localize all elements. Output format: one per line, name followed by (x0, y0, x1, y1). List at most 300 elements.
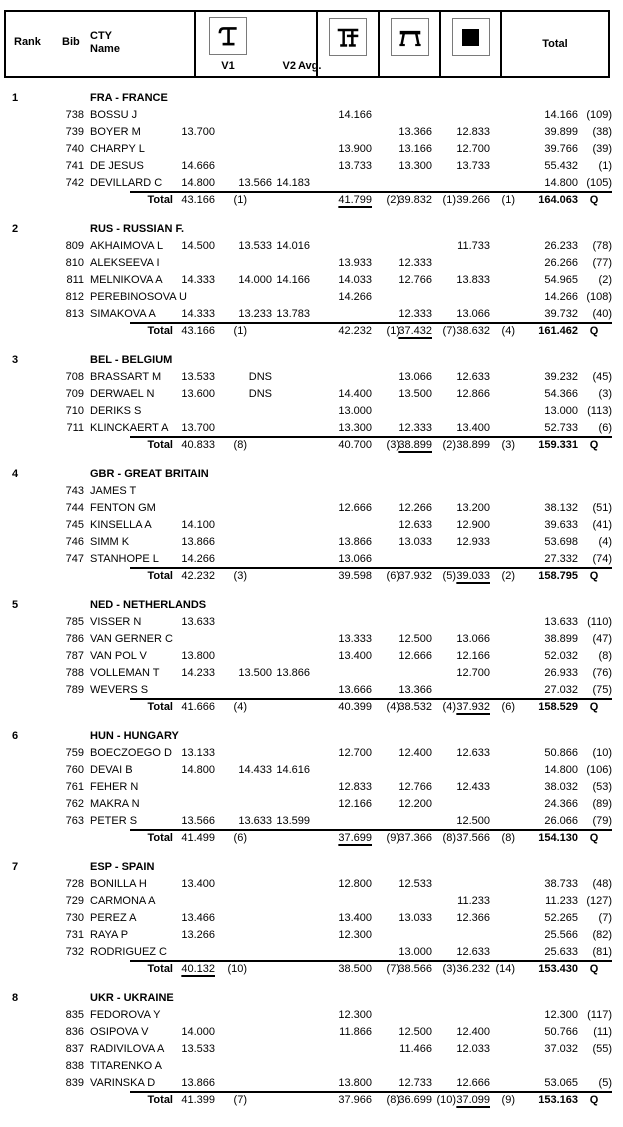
athlete-name: DE JESUS (90, 160, 144, 172)
score-vault-1: 13.466 (181, 912, 215, 924)
athlete-bib: 746 (65, 536, 84, 548)
athlete-name: JAMES T (90, 485, 137, 497)
athlete-row (0, 1007, 623, 1024)
athlete-row (0, 1041, 623, 1058)
score-floor: 13.833 (456, 274, 490, 286)
team-uneven-bars-total: 42.232 (338, 325, 372, 337)
team-rank: 7 (12, 861, 19, 873)
athlete-bib: 711 (66, 422, 84, 434)
team-total-label: Total (147, 194, 173, 206)
team-floor-rank: (1) (501, 194, 515, 206)
athlete-row (0, 500, 623, 517)
score-uneven-bars: 12.300 (338, 1009, 372, 1021)
score-uneven-bars: 12.666 (338, 502, 372, 514)
score-floor: 12.500 (456, 815, 490, 827)
vault-v1-label: V1 (221, 60, 235, 72)
athlete-name: VOLLEMAN T (90, 667, 160, 679)
team-uneven-bars-rank: (2) (386, 194, 400, 206)
team-balance-beam-rank: (2) (442, 439, 456, 451)
athlete-row (0, 551, 623, 568)
team-vault-total: 41.666 (181, 701, 215, 713)
team-balance-beam-total: 36.699 (398, 1094, 432, 1106)
athlete-name: SIMAKOVA A (90, 308, 156, 320)
team-uneven-bars-rank: (3) (386, 439, 400, 451)
athlete-row (0, 665, 623, 682)
team-header-row (0, 466, 623, 483)
score-balance-beam: 13.033 (398, 912, 432, 924)
score-floor: 12.633 (456, 747, 490, 759)
athlete-total: 39.633 (544, 519, 578, 531)
athlete-rank: (77) (592, 257, 612, 269)
athlete-name: VARINSKA D (90, 1077, 156, 1089)
athlete-row (0, 1058, 623, 1075)
athlete-name: BRASSART M (90, 371, 162, 383)
athlete-rank: (11) (593, 1026, 612, 1038)
score-vault-1: 13.866 (181, 1077, 215, 1089)
score-floor: 13.066 (456, 633, 490, 645)
vault-icon (209, 17, 247, 55)
score-floor: 13.066 (456, 308, 490, 320)
athlete-row (0, 1024, 623, 1041)
header-cell-vault (196, 12, 322, 76)
athlete-total: 39.766 (544, 143, 578, 155)
score-vault-1: 13.600 (181, 388, 215, 400)
team-name: NED - NETHERLANDS (90, 599, 207, 611)
athlete-name: RODRIGUEZ C (90, 946, 167, 958)
balance-beam-icon (391, 18, 429, 56)
team-total-score: 154.130 (538, 832, 578, 844)
team-section (0, 597, 623, 716)
athlete-row (0, 272, 623, 289)
team-balance-beam-total: 38.566 (398, 963, 432, 975)
athlete-total: 14.800 (544, 177, 578, 189)
athlete-bib: 708 (65, 371, 84, 383)
athlete-name: CHARPY L (90, 143, 145, 155)
athlete-rank: (41) (592, 519, 612, 531)
score-floor: 12.866 (456, 388, 490, 400)
team-vault-rank: (8) (233, 439, 247, 451)
athlete-total: 54.965 (544, 274, 578, 286)
score-vault-avg: 14.183 (276, 177, 310, 189)
score-balance-beam: 12.400 (398, 747, 432, 759)
score-floor: 13.200 (456, 502, 490, 514)
athlete-total: 50.866 (544, 747, 578, 759)
cty-column-header: CTY (90, 30, 112, 42)
score-vault-1: 13.400 (181, 878, 215, 890)
athlete-total: 27.032 (544, 684, 578, 696)
score-floor: 13.400 (456, 422, 490, 434)
score-uneven-bars: 13.000 (338, 405, 372, 417)
athlete-rank: (55) (592, 1043, 612, 1055)
athlete-row (0, 762, 623, 779)
score-balance-beam: 12.333 (398, 308, 432, 320)
athlete-rank: (81) (592, 946, 612, 958)
athlete-row (0, 141, 623, 158)
athlete-name: OSIPOVA V (90, 1026, 149, 1038)
athlete-row (0, 175, 623, 192)
score-floor: 12.700 (456, 143, 490, 155)
athlete-row (0, 893, 623, 910)
team-floor-total: 37.566 (456, 832, 490, 844)
athlete-total: 14.166 (544, 109, 578, 121)
score-uneven-bars: 14.266 (338, 291, 372, 303)
athlete-total: 38.032 (544, 781, 578, 793)
team-uneven-bars-rank: (6) (386, 570, 400, 582)
athlete-rank: (117) (587, 1009, 612, 1021)
athlete-rank: (53) (592, 781, 612, 793)
vault-avg-label: Avg. (298, 60, 322, 72)
score-floor: 13.733 (456, 160, 490, 172)
athlete-row (0, 420, 623, 437)
athlete-bib: 763 (65, 815, 84, 827)
athlete-name: WEVERS S (90, 684, 149, 696)
team-uneven-bars-total: 37.966 (338, 1094, 372, 1106)
athlete-name: FENTON GM (90, 502, 156, 514)
athlete-rank: (82) (592, 929, 612, 941)
athlete-row (0, 927, 623, 944)
athlete-bib: 710 (65, 405, 84, 417)
team-balance-beam-rank: (7) (442, 325, 456, 337)
team-total-score: 161.462 (538, 325, 578, 337)
athlete-bib: 730 (65, 912, 84, 924)
athlete-total: 53.065 (544, 1077, 578, 1089)
team-vault-total: 42.232 (181, 570, 215, 582)
athlete-total: 14.800 (544, 764, 578, 776)
athlete-name: CARMONA A (90, 895, 156, 907)
score-balance-beam: 13.366 (398, 126, 432, 138)
team-header-row (0, 990, 623, 1007)
athlete-name: VAN GERNER C (90, 633, 173, 645)
athlete-bib: 787 (65, 650, 84, 662)
score-balance-beam: 12.500 (398, 633, 432, 645)
score-floor: 12.033 (456, 1043, 490, 1055)
athlete-bib: 741 (65, 160, 84, 172)
score-balance-beam: 13.366 (398, 684, 432, 696)
team-vault-total: 43.166 (181, 194, 215, 206)
score-balance-beam: 12.666 (398, 650, 432, 662)
athlete-name: VISSER N (90, 616, 142, 628)
team-vault-rank: (4) (233, 701, 247, 713)
team-total-label: Total (147, 963, 173, 975)
athlete-name: FEHER N (90, 781, 139, 793)
score-uneven-bars: 13.666 (338, 684, 372, 696)
score-uneven-bars: 13.400 (338, 650, 372, 662)
team-uneven-bars-total: 40.700 (338, 439, 372, 451)
athlete-bib: 761 (65, 781, 84, 793)
athlete-total: 52.265 (544, 912, 578, 924)
team-balance-beam-rank: (8) (442, 832, 456, 844)
score-vault-2: 13.566 (238, 177, 272, 189)
athlete-name: MAKRA N (90, 798, 140, 810)
team-total-score: 158.529 (538, 701, 578, 713)
athlete-name: PEREBINOSOVA U (90, 291, 187, 303)
score-floor: 12.633 (456, 371, 490, 383)
team-total-row (0, 568, 623, 585)
team-rank: 3 (12, 354, 19, 366)
team-uneven-bars-total: 39.598 (338, 570, 372, 582)
score-vault-1: 13.533 (181, 371, 215, 383)
score-vault-2: 13.233 (238, 308, 272, 320)
athlete-total: 26.933 (544, 667, 578, 679)
athlete-total: 38.733 (544, 878, 578, 890)
score-vault-1: 13.700 (181, 422, 215, 434)
athlete-name: VAN POL V (90, 650, 147, 662)
score-balance-beam: 12.333 (398, 257, 432, 269)
score-uneven-bars: 14.033 (338, 274, 372, 286)
score-vault-1: 14.500 (181, 240, 215, 252)
score-balance-beam: 12.500 (398, 1026, 432, 1038)
athlete-total: 25.566 (544, 929, 578, 941)
team-total-label: Total (147, 439, 173, 451)
team-rank: 1 (12, 92, 19, 104)
header-cell-total (502, 12, 608, 76)
qualified-badge: Q (589, 701, 599, 713)
athlete-bib: 789 (65, 684, 84, 696)
athlete-name: RAYA P (90, 929, 129, 941)
score-balance-beam: 12.766 (398, 781, 432, 793)
team-header-row (0, 90, 623, 107)
score-floor: 12.400 (456, 1026, 490, 1038)
athlete-bib: 738 (65, 109, 84, 121)
score-uneven-bars: 13.400 (338, 912, 372, 924)
athlete-rank: (39) (592, 143, 612, 155)
athlete-rank: (8) (598, 650, 612, 662)
score-vault-1: 14.800 (181, 764, 215, 776)
score-vault-1: 13.566 (181, 815, 215, 827)
team-name: GBR - GREAT BRITAIN (90, 468, 209, 480)
athlete-name: BOYER M (90, 126, 141, 138)
athlete-total: 39.899 (544, 126, 578, 138)
athlete-row (0, 369, 623, 386)
team-total-row (0, 699, 623, 716)
athlete-bib: 837 (65, 1043, 84, 1055)
athlete-bib: 762 (65, 798, 84, 810)
athlete-name: KINSELLA A (90, 519, 152, 531)
athlete-bib: 836 (65, 1026, 84, 1038)
athlete-rank: (105) (586, 177, 612, 189)
score-floor: 12.833 (456, 126, 490, 138)
team-total-row (0, 192, 623, 209)
team-uneven-bars-rank: (4) (386, 701, 400, 713)
team-section (0, 352, 623, 454)
team-vault-rank: (10) (227, 963, 247, 975)
athlete-bib: 759 (65, 747, 84, 759)
athlete-name: FEDOROVA Y (90, 1009, 161, 1021)
athlete-row (0, 796, 623, 813)
vault-v2-label: V2 (282, 60, 296, 72)
score-balance-beam: 12.633 (398, 519, 432, 531)
team-vault-rank: (1) (233, 194, 247, 206)
athlete-row (0, 614, 623, 631)
score-balance-beam: 12.200 (398, 798, 432, 810)
athlete-name: STANHOPE L (90, 553, 159, 565)
athlete-bib: 709 (65, 388, 84, 400)
athlete-total: 38.899 (544, 633, 578, 645)
team-uneven-bars-total: 41.799 (338, 194, 372, 206)
team-floor-rank: (14) (495, 963, 515, 975)
athlete-row (0, 745, 623, 762)
team-vault-total: 41.399 (181, 1094, 215, 1106)
table-header (4, 10, 610, 78)
score-uneven-bars: 12.800 (338, 878, 372, 890)
team-vault-rank: (6) (233, 832, 247, 844)
score-vault-avg: 14.616 (276, 764, 310, 776)
team-floor-rank: (3) (501, 439, 515, 451)
athlete-rank: (6) (598, 422, 612, 434)
team-balance-beam-rank: (10) (436, 1094, 456, 1106)
team-total-label: Total (147, 325, 173, 337)
team-balance-beam-rank: (5) (442, 570, 456, 582)
athlete-name: DEVILLARD C (90, 177, 163, 189)
athlete-rank: (10) (592, 747, 612, 759)
team-floor-total: 37.099 (456, 1094, 490, 1106)
score-floor: 12.166 (456, 650, 490, 662)
score-vault-2: 14.000 (238, 274, 272, 286)
athlete-total: 53.698 (544, 536, 578, 548)
score-uneven-bars: 13.900 (338, 143, 372, 155)
score-floor: 12.366 (456, 912, 490, 924)
athlete-row (0, 944, 623, 961)
team-total-row (0, 437, 623, 454)
athlete-name: BOSSU J (90, 109, 138, 121)
athlete-bib: 839 (65, 1077, 84, 1089)
score-vault-1: 13.800 (181, 650, 215, 662)
score-balance-beam: 13.066 (398, 371, 432, 383)
athlete-bib: 744 (65, 502, 84, 514)
team-total-label: Total (147, 1094, 173, 1106)
athlete-row (0, 483, 623, 500)
athlete-row (0, 779, 623, 796)
athlete-total: 54.366 (544, 388, 578, 400)
athlete-bib: 788 (65, 667, 84, 679)
team-name: HUN - HUNGARY (90, 730, 179, 742)
score-vault-2: DNS (248, 371, 272, 383)
team-balance-beam-total: 38.532 (398, 701, 432, 713)
score-vault-2: 13.633 (238, 815, 272, 827)
score-vault-1: 14.100 (181, 519, 215, 531)
athlete-total: 24.366 (544, 798, 578, 810)
athlete-total: 27.332 (544, 553, 578, 565)
team-vault-rank: (1) (233, 325, 247, 337)
team-floor-total: 36.232 (456, 963, 490, 975)
athlete-bib: 810 (65, 257, 84, 269)
athlete-name: RADIVILOVA A (90, 1043, 165, 1055)
team-total-score: 158.795 (538, 570, 578, 582)
qualified-badge: Q (589, 832, 599, 844)
athlete-total: 52.733 (544, 422, 578, 434)
athlete-total: 11.233 (545, 895, 578, 907)
athlete-row (0, 289, 623, 306)
team-uneven-bars-rank: (7) (386, 963, 400, 975)
results-table (0, 78, 623, 1109)
athlete-total: 52.032 (544, 650, 578, 662)
team-total-score: 153.163 (538, 1094, 578, 1106)
athlete-row (0, 682, 623, 699)
athlete-row (0, 386, 623, 403)
athlete-rank: (2) (598, 274, 612, 286)
score-vault-avg: 14.166 (276, 274, 310, 286)
score-uneven-bars: 13.300 (338, 422, 372, 434)
score-vault-1: 14.000 (181, 1026, 215, 1038)
team-uneven-bars-rank: (9) (386, 832, 400, 844)
athlete-row (0, 1075, 623, 1092)
score-vault-1: 14.666 (181, 160, 215, 172)
athlete-bib: 743 (65, 485, 84, 497)
athlete-row (0, 255, 623, 272)
team-balance-beam-rank: (1) (442, 194, 456, 206)
team-name: UKR - UKRAINE (90, 992, 174, 1004)
score-balance-beam: 13.500 (398, 388, 432, 400)
athlete-name: SIMM K (90, 536, 130, 548)
team-floor-rank: (9) (501, 1094, 515, 1106)
score-vault-1: 14.333 (181, 308, 215, 320)
team-floor-rank: (8) (501, 832, 515, 844)
team-rank: 2 (12, 223, 19, 235)
team-section (0, 221, 623, 340)
rank-column-header: Rank (14, 36, 41, 48)
athlete-bib: 838 (65, 1060, 84, 1072)
team-name: BEL - BELGIUM (90, 354, 173, 366)
athlete-name: PETER S (90, 815, 138, 827)
athlete-name: DERWAEL N (90, 388, 155, 400)
athlete-bib: 747 (65, 553, 84, 565)
athlete-total: 50.766 (544, 1026, 578, 1038)
athlete-rank: (51) (592, 502, 612, 514)
athlete-bib: 739 (65, 126, 84, 138)
score-uneven-bars: 12.300 (338, 929, 372, 941)
score-vault-avg: 13.599 (276, 815, 310, 827)
score-balance-beam: 12.266 (398, 502, 432, 514)
qualified-badge: Q (589, 1094, 599, 1106)
athlete-bib: 785 (65, 616, 84, 628)
score-vault-1: 14.233 (181, 667, 215, 679)
score-vault-1: 13.866 (181, 536, 215, 548)
score-vault-avg: 13.866 (276, 667, 310, 679)
athlete-total: 12.300 (544, 1009, 578, 1021)
athlete-bib: 812 (65, 291, 84, 303)
athlete-rank: (38) (592, 126, 612, 138)
team-vault-rank: (3) (233, 570, 247, 582)
qualified-badge: Q (589, 325, 599, 337)
score-vault-1: 13.633 (181, 616, 215, 628)
team-floor-rank: (4) (501, 325, 515, 337)
team-floor-total: 38.632 (456, 325, 490, 337)
athlete-total: 55.432 (544, 160, 578, 172)
athlete-rank: (5) (598, 1077, 612, 1089)
athlete-row (0, 107, 623, 124)
athlete-rank: (40) (592, 308, 612, 320)
score-vault-1: 13.533 (181, 1043, 215, 1055)
score-uneven-bars: 13.733 (338, 160, 372, 172)
athlete-rank: (75) (592, 684, 612, 696)
team-total-score: 164.063 (538, 194, 578, 206)
athlete-name: DEVAI B (90, 764, 133, 776)
team-balance-beam-total: 37.432 (398, 325, 432, 337)
athlete-rank: (78) (592, 240, 612, 252)
score-vault-2: DNS (248, 388, 272, 400)
score-uneven-bars: 11.866 (339, 1026, 372, 1038)
athlete-bib: 728 (65, 878, 84, 890)
score-vault-avg: 14.016 (276, 240, 310, 252)
header-cell-balance-beam (380, 12, 441, 76)
score-floor: 12.433 (456, 781, 490, 793)
athlete-total: 26.233 (544, 240, 578, 252)
team-total-label: Total (147, 701, 173, 713)
team-rank: 6 (12, 730, 19, 742)
qualified-badge: Q (589, 194, 599, 206)
athlete-rank: (109) (586, 109, 612, 121)
athlete-bib: 811 (66, 274, 84, 286)
